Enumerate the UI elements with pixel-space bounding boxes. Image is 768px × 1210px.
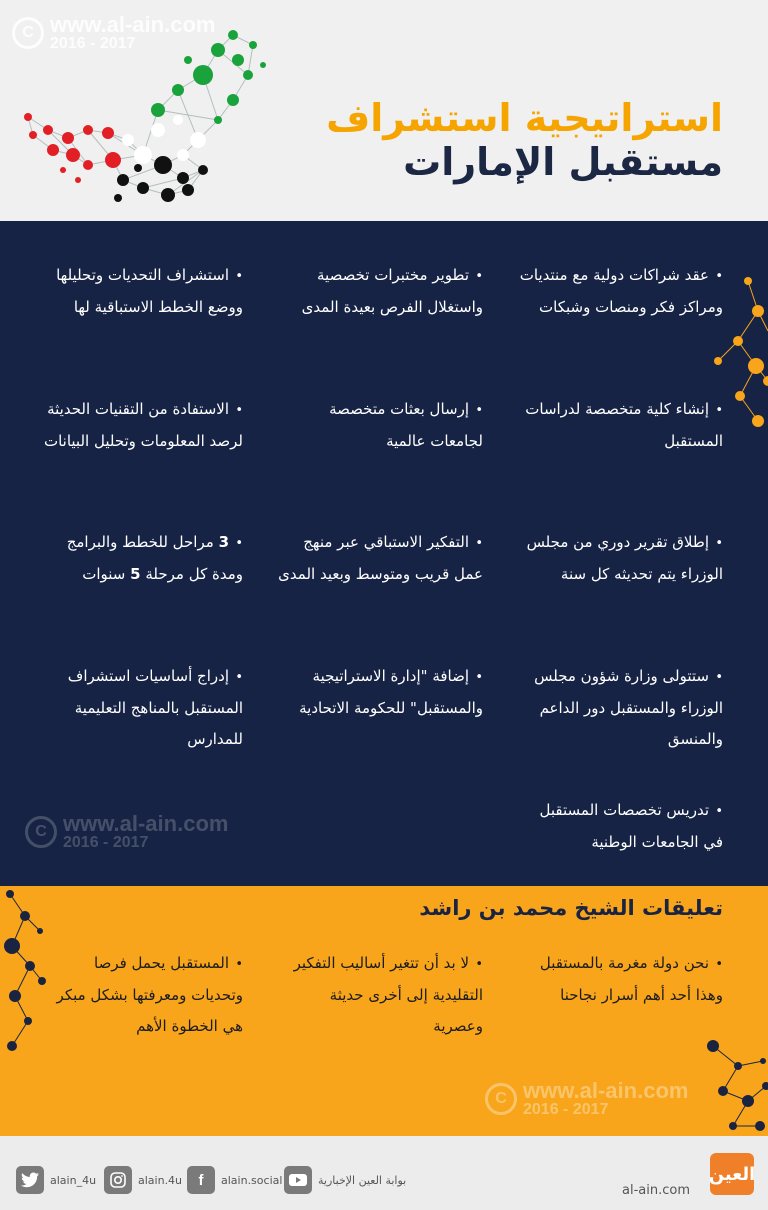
twitter-icon [16, 1166, 44, 1194]
instagram-link[interactable] [104, 1166, 182, 1194]
youtube-channel: بوابة العين الإخبارية [318, 1173, 407, 1187]
copyright-icon: C [12, 17, 44, 49]
strategy-section [0, 221, 768, 886]
youtube-link[interactable] [284, 1166, 406, 1194]
strategy-item: •الاستفادة من التقنيات الحديثة لرصد المعلومات وتحليل البيانات [43, 400, 243, 450]
watermark-url: www.al-ain.com [63, 811, 229, 836]
strategy-item: •إدراج أساسيات استشراف المستقبل بالمناهج التعليمية للمدارس [67, 667, 243, 748]
strategy-item: •ستتولى وزارة شؤون مجلس الوزراء والمستقبل دور الداعم والمنسق [534, 667, 723, 748]
facebook-icon: f [187, 1166, 215, 1194]
site-url[interactable]: al-ain.com [622, 1183, 690, 1198]
strategy-item: •3 مراحل للخطط والبرامج ومدة كل مرحلة 5 سنوات [66, 533, 243, 583]
twitter-link[interactable] [16, 1166, 96, 1194]
watermark-bottom [485, 1080, 688, 1118]
youtube-icon [284, 1166, 312, 1194]
instagram-icon [104, 1166, 132, 1194]
strategy-item: •عقد شراكات دولية مع منتديات ومراكز فكر ومنصات وشبكات [519, 266, 723, 316]
copyright-icon: C [25, 816, 57, 848]
comment-item: •نحن دولة مغرمة بالمستقبل وهذا أحد أهم أسرار نجاحنا [539, 954, 723, 1004]
instagram-handle: alain.4u [138, 1173, 183, 1187]
watermark-middle [25, 813, 228, 851]
strategy-item: •استشراف التحديات وتحليلها ووضع الخطط الاستباقية لها [56, 266, 243, 316]
uae-network-map [18, 20, 298, 220]
strategy-item: •التفكير الاستباقي عبر منهج عمل قريب ومتوسط وبعيد المدى [278, 533, 483, 583]
strategy-item: •تدريس تخصصات المستقبل في الجامعات الوطنية [539, 801, 723, 851]
comments-title: تعليقات الشيخ محمد بن راشد [419, 896, 723, 920]
watermark-years: 2016 - 2017 [50, 35, 136, 52]
strategy-item: •إنشاء كلية متخصصة لدراسات المستقبل [525, 400, 723, 450]
watermark-url: www.al-ain.com [50, 12, 216, 37]
strategy-item: •إرسال بعثات متخصصة لجامعات عالمية [329, 400, 483, 450]
title-line-1: استراتيجية استشراف [326, 96, 723, 140]
twitter-handle: alain_4u [50, 1173, 97, 1187]
comment-item: •المستقبل يحمل فرصا وتحديات ومعرفتها بشكل مبكر هي الخطوة الأهم [56, 954, 243, 1035]
watermark-years: 2016 - 2017 [523, 1101, 609, 1118]
comments-section [0, 886, 768, 1136]
al-ain-logo: العين [710, 1153, 754, 1195]
footer [0, 1136, 768, 1210]
strategy-item: •إطلاق تقرير دوري من مجلس الوزراء يتم تحديثه كل سنة [526, 533, 723, 583]
comment-item: •لا بد أن تتغير أساليب التفكير التقليدية إلى أخرى حديثة وعصرية [293, 954, 483, 1035]
network-decoration-right [698, 1031, 768, 1136]
strategy-item: •تطوير مختبرات تخصصية واستغلال الفرص بعيدة المدى [301, 266, 483, 316]
facebook-link[interactable] [187, 1166, 282, 1194]
facebook-handle: alain.social [221, 1173, 283, 1187]
strategy-item: •إضافة "إدارة الاستراتيجية والمستقبل" للحكومة الاتحادية [299, 667, 483, 717]
watermark-years: 2016 - 2017 [63, 834, 149, 851]
copyright-icon: C [485, 1083, 517, 1115]
header [0, 0, 768, 221]
title-line-2: مستقبل الإمارات [403, 140, 723, 184]
watermark-url: www.al-ain.com [523, 1078, 689, 1103]
